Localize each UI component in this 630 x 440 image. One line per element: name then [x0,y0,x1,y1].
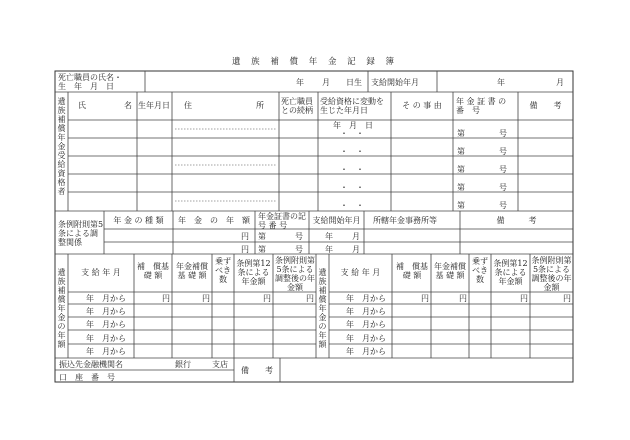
col-multiplier: 乗ずべき数 [472,257,488,284]
deceased-label: 死亡職員の氏名・ 生 年 月 日 [58,73,122,91]
cert-no: 第 [457,183,465,192]
col-relation: 死亡職員との続柄 [281,97,313,115]
col-pension-cert: 年金証書の記 号 番 号 [258,212,306,230]
col-reason: そ の 事 由 [402,101,442,110]
change-date-dots: ・ ・ [340,147,364,156]
col-pension-remarks: 備 考 [496,216,537,225]
amount-yen: 円 [202,294,210,303]
col-base: 補 償基 礎 額 [137,262,169,280]
col-pension-base: 年金補償基 礎 額 [434,262,466,280]
cert-no: 第 [457,147,465,156]
change-date-dots: ・ ・ [340,201,364,210]
col-pension-office: 所轄年金事務所等 [373,216,437,225]
period-from: 年 月から [86,334,126,343]
pension-go: 号 [295,232,303,241]
cert-go: 号 [499,183,507,192]
amount-yen: 円 [563,294,571,303]
col-base: 補 償基 礎 額 [396,262,428,280]
pension-nen: 年 [325,232,333,241]
cert-go: 号 [499,129,507,138]
period-from: 年 月から [346,320,386,329]
col-art12: 条例第12条による年金額 [236,259,271,286]
period-from: 年 月から [86,320,126,329]
period-from: 年 月から [346,347,386,356]
col-adjusted: 条例附則第5条による調整後の年金額 [531,256,572,292]
col-name-2: 名 [124,101,132,110]
amount-yen: 円 [520,294,528,303]
amount-yen: 円 [263,294,271,303]
pension-dai: 第 [258,232,266,241]
col-name-1: 氏 [78,101,86,110]
page-title: 遺 族 補 償 年 金 記 録 簿 [231,57,399,67]
cert-no: 第 [457,129,465,138]
col-art12: 条例第12条による年金額 [493,259,528,286]
col-adjusted: 条例附則第5条による調整後の年金額 [275,256,315,292]
bank-label: 振込先金融機関名 [59,360,123,369]
amount-yen: 円 [421,294,429,303]
period-from: 年 月から [346,294,386,303]
col-multiplier: 乗ずべき数 [215,257,231,284]
col-address-1: 住 [184,101,192,110]
col-pension-start: 支給開始年月 [312,216,361,225]
col-remarks: 備 考 [529,101,562,110]
adjust-side-label: 条例附則第5条による調整関係 [58,220,104,247]
amount-yen: 円 [306,294,314,303]
pension-nen: 年 [325,245,333,254]
period-from: 年 月から [86,307,126,316]
period-from: 年 月から [86,294,126,303]
branch: 支店 [212,360,228,369]
change-date-dots: ・ ・ [340,129,364,138]
change-date-dots: ・ ・ [340,165,364,174]
start-month: 月 [556,78,564,87]
amount-yen: 円 [162,294,170,303]
col-address-2: 所 [256,101,264,110]
period-from: 年 月から [346,334,386,343]
col-change: 受給資格に変動を生じた年月日 [320,97,384,115]
pension-yen: 円 [241,245,249,254]
amount-side-label-left: 遺族補償年金の年額 [57,268,66,349]
start-year: 年 [497,78,505,87]
period-from: 年 月から [86,347,126,356]
account-label: 口 座 番 号 [59,373,115,382]
start-label: 支給開始年月 [371,78,419,87]
col-period: 支 給 年 月 [81,268,121,277]
col-cert: 年 金 証 書 の 番 号 [456,97,515,115]
cert-no: 第 [457,201,465,210]
amount-yen: 円 [459,294,467,303]
birth-month: 月 [322,78,330,87]
bank: 銀行 [175,360,191,369]
pension-go: 号 [295,245,303,254]
pension-yen: 円 [241,232,249,241]
cert-go: 号 [499,165,507,174]
eligible-side-label: 遺族補償年金受給資格者 [57,97,66,196]
birth-year: 年 [296,78,304,87]
footer-remarks-label: 備 考 [241,366,273,375]
pension-tsuki: 月 [352,232,360,241]
birth-day: 日生 [346,78,362,87]
col-pension-type: 年 金 の 種 類 [113,216,164,225]
change-date-ymd: 年 月 日 [333,121,373,130]
cert-go: 号 [499,201,507,210]
period-from: 年 月から [346,307,386,316]
cert-go: 号 [499,147,507,156]
col-pension-amount: 年 金 の 年 額 [178,216,250,225]
pension-dai: 第 [258,245,266,254]
change-date-dots: ・ ・ [340,183,364,192]
cert-no: 第 [457,165,465,174]
col-birth: 生年月日 [138,101,170,110]
pension-tsuki: 月 [352,245,360,254]
amount-side-label-right: 遺族補償年金の年額 [318,268,327,349]
col-pension-base: 年金補償基 礎 額 [176,262,208,280]
col-period: 支 給 年 月 [340,268,381,277]
